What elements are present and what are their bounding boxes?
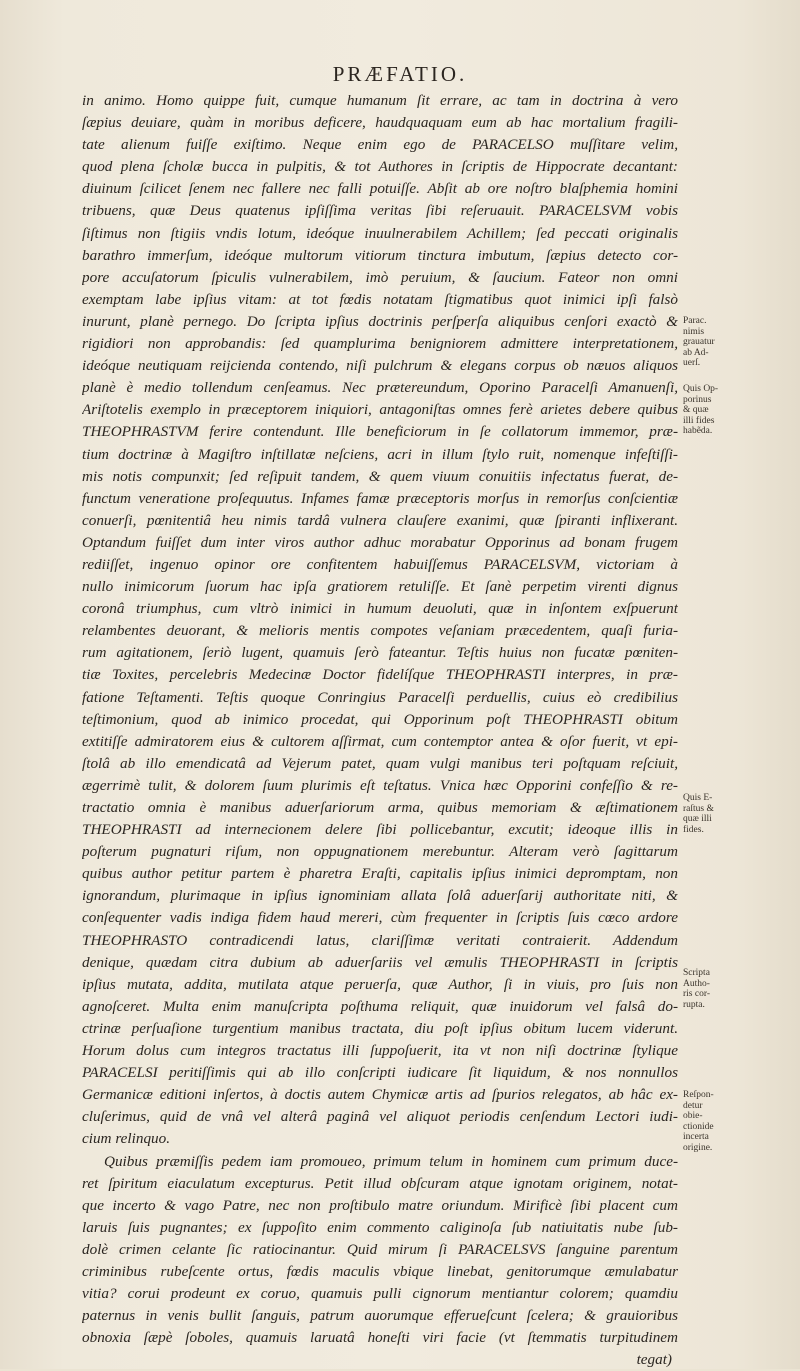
text-line: criminibus rubeſcente ortus, fœdis maculis vbique linebat, genitorumque æmulabatur — [82, 1262, 678, 1280]
text-line: poſterum pugnaturi riſum, non oppugnationem merebuntur. Alteram verò ſagittarum — [82, 843, 678, 861]
margin-note-line: fides. — [683, 824, 704, 835]
text-line: barathro immerſum, ideóque multorum vitiorum tinctura imbutum, ſæpius detecto cor- — [82, 246, 678, 264]
margin-note — [683, 384, 745, 437]
text-line: diuinum ſcilicet ſenem nec fallere nec falli potuiſſe. Abſit ab ore noſtro blaſphemia homini — [82, 180, 678, 198]
text-line: ret ſpiritum eiaculatum excepturus. Petit illud obſcuram atque ignotam originem, notat- — [82, 1174, 678, 1192]
text-line: quod plena ſcholæ bucca in pulpitis, & tot Authores in ſcriptis de Hippocrate decantant: — [82, 158, 678, 176]
text-line: mis notis compunxit; ſed reſipuit tandem, & quem viuum conuitiis infectatus fuerat, de- — [82, 467, 678, 485]
text-line: fatione Teſtamenti. Teſtis quoque Conringius Paracelſi perduellis, cuius eò credibilius — [82, 688, 678, 706]
margin-note-line: Parac. — [683, 316, 707, 326]
text-line: Horum dolus cum integros tractatus illi ſuppoſuerit, ita vt non niſi doctrinæ ſtylique — [82, 1042, 678, 1060]
margin-note-line: ris cor- — [683, 989, 710, 999]
margin-note-line: nimis — [683, 326, 705, 337]
margin-note-line: Quis E- — [683, 793, 713, 803]
text-line: rediiſſet, ingenuo opinor ore confitentem habuiſſemus PARACELSVM, victoriam à — [82, 555, 678, 573]
text-line: ægerrimè tulit, & dolorem ſuum plurimis eſt teſtatus. Vnica hæc Opporini confeſſio & re- — [82, 776, 678, 794]
body-text — [82, 90, 678, 1371]
margin-note-line: quæ illi — [683, 814, 712, 824]
margin-note-line: uerſ. — [683, 358, 701, 368]
text-line: laruis ſuis pugnantes; ex ſuppoſito enim commento caliginoſa ſub natiuitatis nube ſub- — [82, 1218, 678, 1236]
margin-note-line: detur — [683, 1100, 703, 1111]
margin-note-line: Scripta — [683, 968, 710, 978]
page-title: PRÆFATIO. — [332, 62, 468, 86]
text-line: que incerto & vago Patre, nec non proſtibulo matre oriundum. Mirificè ſibi placent cum — [82, 1196, 678, 1214]
text-line: planè è medio tollendum cenſeamus. Nec prætereundum, Oporino Paracelſi Amanuenſi, — [82, 379, 678, 397]
text-line: Ariſtotelis exemplo in præceptorem iniquiori, antagoniſtas omnes ferè arietes debere quibus — [82, 401, 678, 419]
text-line: ſiſtimus non ſtigiis vndis lotum, ideóque inuulnerabilem Achillem; ſed peccati originalis — [82, 224, 678, 242]
text-line: extitiſſe admiratorem eius & cultorem aſſirmat, cum contemptor antea & oſor fuerit, vt epi- — [82, 732, 678, 750]
text-line: THEOPHRASTVM ferire contendunt. Ille beneficiorum in ſe collatorum immemor, præ- — [82, 423, 678, 441]
margin-note-line: & quæ — [683, 405, 709, 415]
text-line: Optandum fuiſſet dum inter viros author adhuc morabatur Opporinus ad bonam frugem — [82, 533, 678, 551]
text-line: conſequenter vadis indiga fidem haud mereri, cùm frequenter in ſcriptis ſuis cœco ardore — [82, 909, 678, 927]
margin-note-line: grauatur — [683, 337, 715, 347]
margin-note-line: porinus — [683, 394, 712, 405]
text-line: ctrinæ perſuaſione turgentium manibus tractata, diu poſt ipſius obitum lucem viderunt. — [82, 1019, 678, 1037]
text-line: agnoſceret. Multa enim manuſcripta poſthuma reliquit, quæ inuidorum vel falsâ do- — [82, 997, 678, 1015]
margin-note-line: incerta — [683, 1132, 709, 1142]
text-line: ignorandum, plurimaque in ipſius ignominiam allata ſolâ aduerſarij authoritate niti, & — [82, 887, 678, 905]
text-line: PARACELSI peritiſſimis qui ab illo conſcripti iudicare ſit liquidum, & nos nonnullos — [82, 1064, 678, 1082]
text-line: inurunt, planè pernego. Do ſcripta ipſius doctrinis perſperſa aliquibus cenſori exactò & — [82, 312, 678, 330]
text-line: dolè crimen celante ſic ratiocinantur. Quid mirum ſi PARACELSVS ſanguine parentum — [82, 1240, 678, 1258]
text-line: tate alienum fuiſſe exiſtimo. Neque enim ego de PARACELSO muſſitare velim, — [82, 136, 678, 154]
text-line: nullo inimicorum ſuorum hac ipſa gratiorem retuliſſe. Et ſanè perpetim virenti dignus — [82, 578, 678, 596]
text-line: paternus in venis bullit ſanguis, patrum auorumque efferueſcunt ſcelera; & grauioribus — [82, 1307, 678, 1325]
text-line: Germanicæ editioni inſertos, à doctis autem Chymicæ artis ad ſpurios relegatos, ab hâc ex- — [82, 1086, 678, 1104]
text-line: functum veneratione proſequutus. Infames famæ præceptoris morſus in remorſus conſcientiæ — [82, 489, 678, 507]
text-line: in animo. Homo quippe fuit, cumque humanum ſit errare, ac tam in doctrina à vero — [82, 92, 678, 109]
text-line: coronâ triumphus, cum vltrò inimici in humum deuoluti, quæ in inſontem exſpuerunt — [82, 600, 678, 618]
text-line: conuerſi, pœnitentiâ heu nimis tardâ vulnera clauſere exanimi, quæ ſpiranti inflixerant. — [82, 511, 678, 529]
margin-note — [683, 793, 745, 835]
text-line: rigidiori non approbandis: ſed quamplurima benigniorem admittere interpretationem, — [82, 335, 678, 353]
text-line: tribuens, quæ Deus quatenus ipſiſſima veritas ſibi reſeruauit. PARACELSVM vobis — [82, 202, 678, 220]
text-line: THEOPHRASTO contradicendi latus, clariſſimæ veritati contraierit. Addendum — [82, 931, 678, 949]
text-line: ſtolâ ab illo emendicatâ ad Vejerum patet, quam vulgi manibus teri poſtquam reſciuit, — [82, 754, 678, 772]
text-line: vitia? corui prodeunt ex coruo, quamuis pulli cignorum mentiantur colorem; quamdiu — [82, 1285, 678, 1303]
margin-note — [683, 1090, 745, 1153]
text-line: relambentes deuorant, & melioris mentis compotes veſaniam præcedentem, quaſi furia- — [82, 622, 678, 640]
text-line: cluſerimus, quid de vnâ vel alterâ paginâ vel aliquot periodis cenſendum Lectori iudi- — [82, 1108, 678, 1126]
text-line: denique, quædam citra dubium ab aduerſariis vel æmulis THEOPHRASTI in ſcriptis — [82, 953, 678, 971]
margin-note-line: Quis Op- — [683, 384, 719, 394]
text-line: obnoxia ſæpè ſoboles, quamuis laruatâ honeſti viri facie (vt ſtemmatis turpitudinem — [82, 1329, 678, 1347]
text-line: tium doctrinæ à Magiſtro inſtillatæ neſciens, acri in illum ſtylo ruit, nomenque infeſtiſſi- — [82, 445, 678, 463]
text-line: quibus author petitur partem è pharetra Eraſti, capitalis ipſius inimici depromptam, non — [82, 865, 678, 883]
text-line: Quibus præmiſſis pedem iam promoueo, primum telum in hominem cum primum duce- — [104, 1152, 678, 1170]
text-line: ſæpius deuiare, quàm in moribus deficere, haudquaquam eum ab hac mortalium fragili- — [82, 114, 678, 132]
text-line: ideóque neutiquam reijcienda contendo, niſi pulchrum & elegans corpus ob næuos aliquos — [82, 357, 678, 375]
text-line: rum agitationem, ſeriò lugent, quamuis ſerò fateantur. Teſtis huius non fucatæ pœniten- — [82, 644, 678, 662]
text-line: exemptam labe ipſius vitam: at tot fœdis notatam ſtigmatibus quot inimici ipſi falsò — [82, 290, 678, 308]
margin-note-line: illi fides — [683, 415, 715, 426]
margin-note-line: Reſpon- — [683, 1090, 714, 1100]
margin-note-line: ctionide — [683, 1121, 714, 1132]
margin-note — [683, 316, 745, 369]
text-line: tegat) — [636, 1351, 672, 1369]
margin-note-line: Autho- — [683, 978, 710, 989]
text-line: ipſius mutata, addita, mutilata atque peruerſa, quæ Author, ſi in viuis, pro ſuis non — [82, 975, 678, 993]
text-line: THEOPHRASTI ad internecionem delere ſibi pollicebantur, excutit; ideoque illis in — [82, 821, 678, 839]
margin-note-line: habẽda. — [683, 426, 713, 436]
text-line: teſtimonium, quod ab inimico procedat, qui Opporinum poſt THEOPHRASTI obitum — [82, 710, 678, 728]
text-line: pore accuſatorum ſpiculis vulnerabilem, imò peruium, & ſaucium. Fateor non omni — [82, 268, 678, 286]
text-line: tiæ Toxites, percelebris Medecinæ Doctor fidelíſque THEOPHRASTI interpres, in præ- — [82, 666, 678, 684]
margin-note-line: raſtus & — [683, 803, 714, 814]
text-line: cium relinquo. — [82, 1130, 171, 1148]
margin-note-line: ab Ad- — [683, 347, 709, 358]
text-line: tractatio omnia è manibus aduerſariorum arma, quibus memoriam & æſtimationem — [82, 799, 678, 816]
margin-note — [683, 968, 745, 1010]
margin-note-line: origine. — [683, 1142, 713, 1153]
margin-note-line: obie- — [683, 1111, 703, 1121]
margin-note-line: rupta. — [683, 999, 705, 1010]
